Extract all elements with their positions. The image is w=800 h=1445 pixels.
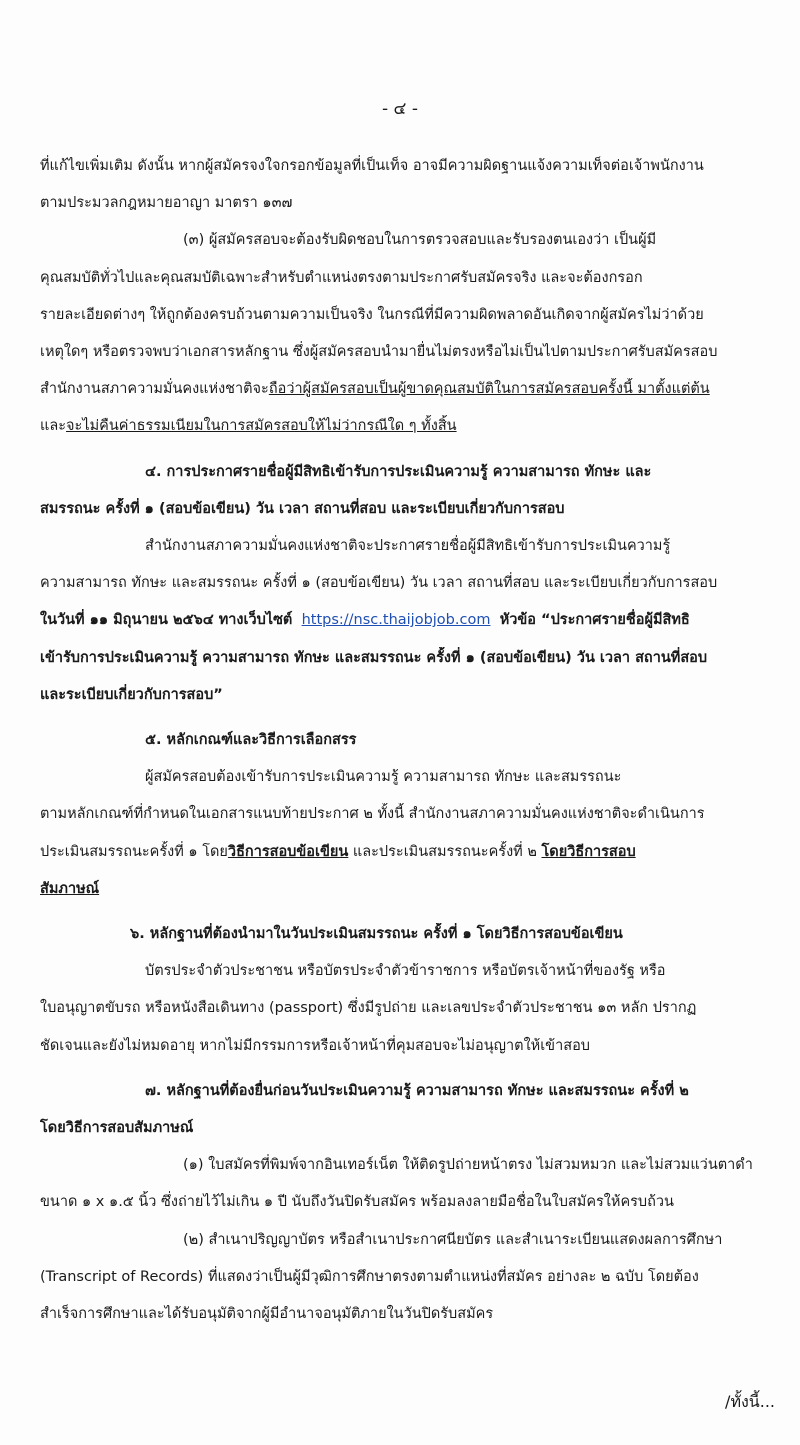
text-line xyxy=(40,378,790,400)
page-number: - ๔ - xyxy=(382,99,418,119)
text-line xyxy=(40,415,790,437)
text-line: ความสามารถ ทักษะ และสมรรถนะ ครั้งที่ ๑ (สอบข้อเขียน) วัน เวลา สถานที่สอบ และระเบียบเกี่ยวกับการสอบ xyxy=(40,575,718,591)
text-span: หัวข้อ “ประกาศรายชื่อผู้มีสิทธิ xyxy=(499,612,690,628)
text-line: ชัดเจนและยังไม่หมดอายุ หากไม่มีกรรมการหรือเจ้าหน้าที่คุมสอบจะไม่อนุญาตให้เข้าสอบ xyxy=(40,1038,590,1054)
continuation-marker: /ทั้งนี้... xyxy=(725,1392,775,1411)
text-line: สำเร็จการศึกษาและได้รับอนุมัติจากผู้มีอำนาจอนุมัติภายในวันปิดรับสมัคร xyxy=(40,1306,494,1322)
section-5-heading: ๕. หลักเกณฑ์และวิธีการเลือกสรร xyxy=(145,732,357,748)
text-span: และประเมินสมรรถนะครั้งที่ ๒ xyxy=(348,844,542,860)
website-link[interactable]: https://nsc.thaijobjob.com xyxy=(301,612,491,628)
text-line: เหตุใดๆ หรือตรวจพบว่าเอกสารหลักฐาน ซึ่งผู้สมัครสอบนำมายื่นไม่ตรงหรือไม่เป็นไปตามประกาศรับสมัครสอบ xyxy=(40,344,718,360)
text-span: และ xyxy=(40,418,67,434)
text-line: (๑) ใบสมัครที่พิมพ์จากอินเทอร์เน็ต ให้ติดรูปถ่ายหน้าตรง ไม่สวมหมวก และไม่สวมแว่นตาดำ xyxy=(183,1157,753,1173)
text-line: บัตรประจำตัวประชาชน หรือบัตรประจำตัวข้าราชการ หรือบัตรเจ้าหน้าที่ของรัฐ หรือ xyxy=(145,963,666,979)
text-line xyxy=(40,609,790,631)
section-4-heading-cont: สมรรถนะ ครั้งที่ ๑ (สอบข้อเขียน) วัน เวลา สถานที่สอบ และระเบียบเกี่ยวกับการสอบ xyxy=(40,501,565,517)
section-4-heading: ๔. การประกาศรายชื่อผู้มีสิทธิเข้ารับการประเมินความรู้ ความสามารถ ทักษะ และ xyxy=(145,464,652,480)
section-7-heading: ๗. หลักฐานที่ต้องยื่นก่อนวันประเมินความรู้ ความสามารถ ทักษะ และสมรรถนะ ครั้งที่ ๒ xyxy=(145,1083,689,1099)
text-line: ผู้สมัครสอบต้องเข้ารับการประเมินความรู้ ความสามารถ ทักษะ และสมรรถนะ xyxy=(145,769,622,785)
underlined-text: สัมภาษณ์ xyxy=(40,881,100,897)
text-line xyxy=(40,841,790,863)
section-7-heading-cont: โดยวิธีการสอบสัมภาษณ์ xyxy=(40,1120,194,1136)
text-line: (๒) สำเนาปริญญาบัตร หรือสำเนาประกาศนียบัตร และสำเนาระเบียนแสดงผลการศึกษา xyxy=(183,1232,723,1248)
underlined-text: โดยวิธีการสอบ xyxy=(541,844,636,860)
text-line: ใบอนุญาตขับรถ หรือหนังสือเดินทาง (passport) ซึ่งมีรูปถ่าย และเลขประจำตัวประชาชน ๑๓ หลัก ปรากฏ xyxy=(40,1000,697,1016)
underlined-text: จะไม่คืนค่าธรรมเนียมในการสมัครสอบให้ไม่ว่ากรณีใด ๆ ทั้งสิ้น xyxy=(66,418,457,434)
text-line xyxy=(40,878,790,900)
underlined-text: ถือว่าผู้สมัครสอบเป็นผู้ขาดคุณสมบัติในการสมัครสอบครั้งนี้ มาตั้งแต่ต้น xyxy=(268,381,710,397)
underlined-text: วิธีการสอบข้อเขียน xyxy=(227,844,349,860)
text-line: รายละเอียดต่างๆ ให้ถูกต้องครบถ้วนตามความเป็นจริง ในกรณีที่มีความผิดพลาดอันเกิดจากผู้สมัครไม่ว่าด้วย xyxy=(40,307,704,323)
text-line: ตามหลักเกณฑ์ที่กำหนดในเอกสารแนบท้ายประกาศ ๒ ทั้งนี้ สำนักงานสภาความมั่นคงแห่งชาติจะดำเนินการ xyxy=(40,806,705,822)
text-line: (Transcript of Records) ที่แสดงว่าเป็นผู้มีวุฒิการศึกษาตรงตามตำแหน่งที่สมัคร อย่างละ ๒ ฉบับ โดยต้อง xyxy=(40,1269,699,1285)
text-line: สำนักงานสภาความมั่นคงแห่งชาติจะประกาศรายชื่อผู้มีสิทธิเข้ารับการประเมินความรู้ xyxy=(145,538,671,554)
text-span: ประเมินสมรรถนะครั้งที่ ๑ โดย xyxy=(40,844,228,860)
text-line: ที่แก้ไขเพิ่มเติม ดังนั้น หากผู้สมัครจงใจกรอกข้อมูลที่เป็นเท็จ อาจมีความผิดฐานแจ้งความเท็จต่อเจ้าพนักงาน xyxy=(40,158,704,174)
text-line: เข้ารับการประเมินความรู้ ความสามารถ ทักษะ และสมรรถนะ ครั้งที่ ๑ (สอบข้อเขียน) วัน เวลา สถานที่สอบ xyxy=(40,650,708,666)
text-line: ตามประมวลกฎหมายอาญา มาตรา ๑๓๗ xyxy=(40,195,293,211)
text-span: สำนักงานสภาความมั่นคงแห่งชาติจะ xyxy=(40,381,269,397)
text-line: (๓) ผู้สมัครสอบจะต้องรับผิดชอบในการตรวจสอบและรับรองตนเองว่า เป็นผู้มี xyxy=(183,232,657,248)
text-span: ในวันที่ ๑๑ มิถุนายน ๒๕๖๔ ทางเว็บไซต์ xyxy=(40,612,293,628)
text-line: ขนาด ๑ x ๑.๕ นิ้ว ซึ่งถ่ายไว้ไม่เกิน ๑ ปี นับถึงวันปิดรับสมัคร พร้อมลงลายมือชื่อในใบสมัครให้ครบถ้วน xyxy=(40,1194,674,1210)
section-6-heading: ๖. หลักฐานที่ต้องนำมาในวันประเมินสมรรถนะ ครั้งที่ ๑ โดยวิธีการสอบข้อเขียน xyxy=(130,926,623,942)
text-line: และระเบียบเกี่ยวกับการสอบ” xyxy=(40,687,223,703)
text-line: คุณสมบัติทั่วไปและคุณสมบัติเฉพาะสำหรับตำแหน่งตรงตามประกาศรับสมัครจริง และจะต้องกรอก xyxy=(40,270,643,286)
